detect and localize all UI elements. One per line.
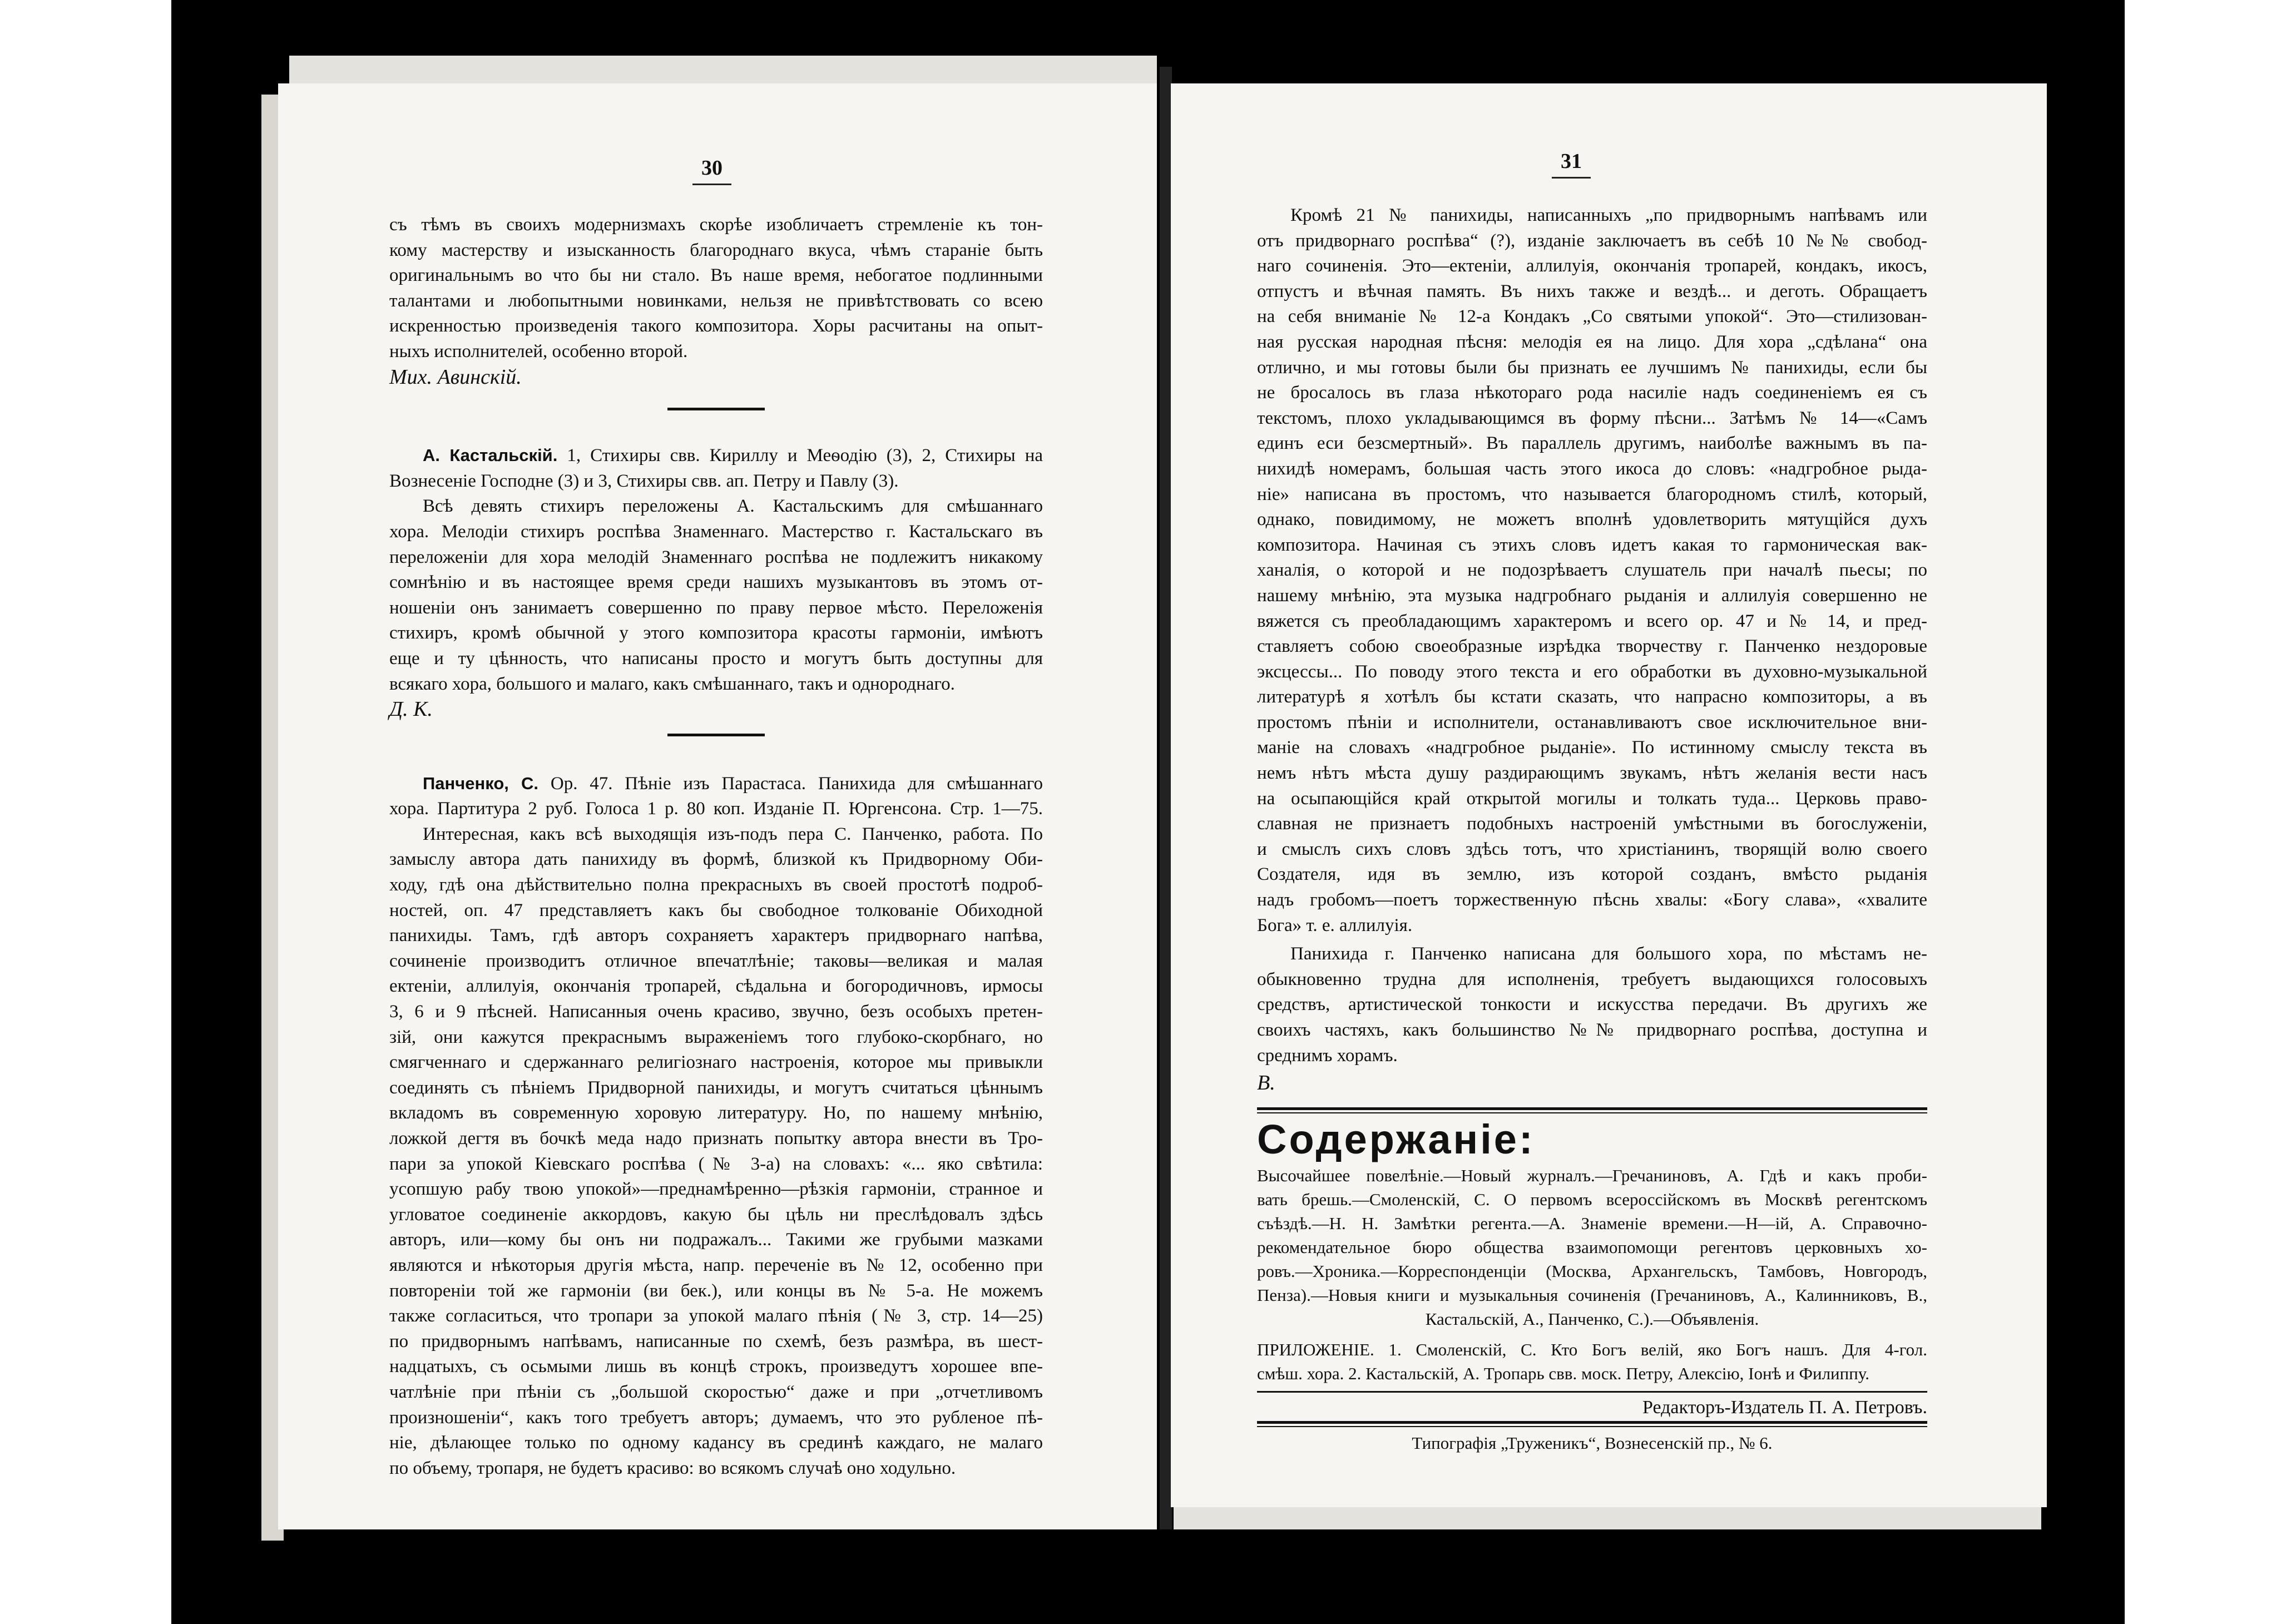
text-line: простомъ пѣніи и исполнители, останавливаютъ свое исключительное вни- (1257, 712, 1927, 732)
text-line: авторъ, или—кому бы онъ ни подражалъ... Такими же грубыми мазками (389, 1230, 1043, 1250)
text-line: хора. Мелодіи стихиръ роспѣва Знаменнаго. Мастерство г. Кастальскаго въ (389, 521, 1043, 542)
text-line: еще и ту цѣнность, что написаны просто и могутъ быть доступны для (389, 648, 1043, 669)
text-line: ходу, гдѣ она дѣйствительно полна прекрасныхъ въ своей простотѣ подроб- (389, 875, 1043, 895)
printer-line: Типографія „Труженикъ“, Вознесенскій пр., № 6. (1412, 1433, 1773, 1453)
text-line: на осыпающійся край открытой могилы и толкать туда... Церковь право- (1257, 788, 1927, 809)
text-line: среднимъ хорамъ. (1257, 1045, 1398, 1066)
review-heading-line: А. Кастальскій. 1, Стихиры свв. Кириллу и Меѳодію (3), 2, Стихиры на (423, 445, 1043, 466)
text-line: обыкновенно трудна для исполненія, требуетъ выдающихся голосовыхъ (1257, 969, 1927, 989)
text-line: усопшую рабу твою упокой»—преднамѣренно—рѣзкія гармоніи, странное и (389, 1179, 1043, 1200)
text-line: сочиненіе производитъ отличное впечатлѣніе; таковы—великая и малая (389, 950, 1043, 971)
text-line: ностей, оп. 47 представляетъ какъ бы свободное толкованіе Обиходной (389, 900, 1043, 920)
text-line: вкладомъ въ современную хоровую литературу. Но, по нашему мнѣнію, (389, 1103, 1043, 1123)
contents-line: Кастальскій, А., Панченко, С.).—Объявленія. (1425, 1309, 1759, 1329)
appendix-line: смѣш. хора. 2. Кастальскій, А. Тропарь свв. моск. Петру, Алексію, Іонѣ и Филиппу. (1257, 1363, 1869, 1383)
text-line: стихиръ, кромѣ обычной у этого композитора красоты гармоніи, имѣютъ (389, 623, 1043, 643)
text-line: Создателя, идя въ землю, изъ которой созданъ, вмѣсто рыданія (1257, 864, 1927, 885)
text-line: ная русская народная пѣсня: мелодія ея на лицо. Для хора „сдѣлана“ она (1257, 331, 1927, 352)
text-line: надцатыхъ, съ осьмыми лишь въ концѣ строкъ, произведутъ хорошее впе- (389, 1356, 1043, 1377)
text-line: единъ еси безсмертный». Въ параллель другимъ, наиболѣе важнымъ въ па- (1257, 433, 1927, 454)
editor-publisher: Редакторъ-Издатель П. А. Петровъ. (1642, 1397, 1927, 1418)
text-line: эксцессы... По поводу этого текста и его обработки въ духовно-музыкальной (1257, 661, 1927, 682)
text-line: кому мастерству и изысканность благороднаго вкуса, чѣмъ стараніе быть (389, 240, 1043, 260)
contents-line: вать брешь.—Смоленскій, С. О первомъ всероссійскомъ въ Москвѣ регентскомъ (1257, 1189, 1927, 1209)
text-line: ношеніи онъ занимаетъ совершенно по праву первое мѣсто. Переложенія (389, 597, 1043, 618)
text-line: сомнѣнію и въ настоящее время среди нашихъ музыкантовъ въ этомъ от- (389, 572, 1043, 593)
text-line: Всѣ девять стихиръ переложены А. Кастальскимъ для смѣшаннаго (423, 496, 1043, 517)
text-line: отпустъ и вѣчная память. Въ нихъ также и вездѣ... и деготь. Обращаетъ (1257, 281, 1927, 301)
page-number: 31 (1561, 150, 1582, 173)
text-line: искренностью произведенія такого композитора. Хоры расчитаны на опыт- (389, 316, 1043, 336)
signature: В. (1257, 1071, 1275, 1095)
right-column (1257, 203, 1927, 1456)
text-line: съ тѣмъ въ своихъ модернизмахъ скорѣе изобличаетъ стремленіе къ тон- (389, 215, 1043, 235)
review-heading-line: Панченко, С. Op. 47. Пѣніе изъ Парастаса. Панихида для смѣшаннаго (423, 773, 1043, 794)
appendix (1257, 1338, 1927, 1385)
contents-bottom-rule (1257, 1391, 1927, 1393)
text-line: зій, они кажутся прекраснымъ выраженіемъ того глубоко-скорбнаго, но (389, 1027, 1043, 1047)
signature: Д. К. (389, 697, 433, 721)
text-line: отлично, и мы готовы были бы признать ее лучшимъ № панихиды, если бы (1257, 357, 1927, 378)
contents-line: ровъ.—Хроника.—Корреспонденціи (Москва, Архангельскъ, Тамбовъ, Новгородъ, (1257, 1261, 1927, 1281)
review-heading-line: хора. Партитура 2 руб. Голоса 1 р. 80 коп. Изданіе П. Юргенсона. Стр. 1—75. (389, 799, 1043, 819)
contents-list (1257, 1163, 1927, 1331)
text-line: соединять съ пѣніемъ Придворной панихиды, и могутъ считаться цѣннымъ (389, 1077, 1043, 1098)
text-line: и смыслъ сихъ словъ здѣсь тотъ, что христіанинъ, творящій волю своего (1257, 839, 1927, 859)
text-line: наго сочиненія. Это—ектеніи, аллилуія, окончанія тропарей, кондакъ, икосъ, (1257, 256, 1927, 276)
text-line: ніе, дѣлающее только по одному кадансу въ срединѣ каждаго, не малаго (389, 1433, 1043, 1453)
text-line: ныхъ исполнителей, особенно второй. (389, 341, 688, 362)
text-line: средствъ, артистической тонкости и искусства передачи. Въ другихъ же (1257, 994, 1927, 1015)
page-number-underline (1552, 177, 1591, 179)
book-gutter (1160, 67, 1172, 1529)
text-line: Панихида г. Панченко написана для большого хора, по мѣстамъ не- (1290, 944, 1927, 964)
text-line: пари за упокой Кіевскаго роспѣва (№ 3-а) на словахъ: «... яко свѣтила: (389, 1153, 1043, 1174)
text-line: 3, 6 и 9 пѣсней. Написанныя очень красиво, звучно, безъ особыхъ претен- (389, 1002, 1043, 1022)
divider (667, 408, 765, 410)
text-line: переложеніи для хора мелодій Знаменнаго роспѣва не подлежитъ никакому (389, 547, 1043, 567)
text-line: повтореніи той же гармоніи (ви бек.), или концы въ № 5-а. Не можемъ (389, 1280, 1043, 1301)
text-line: маніе на словахъ «надгробное рыданіе». По истинному смыслу текста въ (1257, 737, 1927, 758)
divider (667, 734, 765, 736)
text-line: по придворнымъ напѣвамъ, написанные по схемѣ, безъ размѣра, въ шест- (389, 1331, 1043, 1351)
paragraph-2 (1257, 942, 1927, 1068)
text-line: не бросалось въ глаза нѣкотораго рода насиліе надъ соединеніемъ ея съ (1257, 383, 1927, 403)
text-line: всякаго хора, большого и малаго, какъ смѣшаннаго, такъ и однороднаго. (389, 674, 955, 694)
text-line: однако, повидимому, не можетъ вполнѣ удовлетворить мятущійся духъ (1257, 509, 1927, 530)
text-line: ніе» написана въ простомъ, что называется благородномъ стилѣ, который, (1257, 484, 1927, 504)
text-line: ектеніи, аллилуія, окончанія тропарей, сѣдальна и богородичновъ, ирмосы (389, 976, 1043, 997)
text-line: угловатое соединеніе аккордовъ, какую бы цѣль ни преслѣдовалъ здѣсь (389, 1204, 1043, 1225)
contents-top-rule (1257, 1107, 1927, 1113)
text-line: вяжется съ преобладающимъ характеромъ и всего op. 47 и № 14, и пред- (1257, 611, 1927, 631)
page-number: 30 (701, 156, 723, 180)
review-kastalsky (389, 443, 1043, 697)
contents-line: рекомендательное бюро общества взаимопомощи регентовъ церковныхъ хо- (1257, 1237, 1927, 1257)
review-heading-line: Вознесеніе Господне (3) и 3, Стихиры свв. ап. Петру и Павлу (3). (389, 471, 899, 491)
text-line: ханалія, о которой и не подозрѣваетъ слушатель при началѣ пьесы; по (1257, 560, 1927, 581)
text-line: ставляетъ собою своеобразные изрѣдка творчеству г. Панченко нездоровые (1257, 636, 1927, 657)
text-line: смягченнаго и сдержаннаго религіознаго настроенія, которое мы привыкли (389, 1052, 1043, 1073)
text-line: своихъ частяхъ, какъ большинство №№ придворнаго роспѣва, доступна и (1257, 1020, 1927, 1040)
left-page-top-edge (289, 56, 1157, 86)
page-number-underline (692, 184, 731, 185)
text-line: оригинальнымъ во что бы ни стало. Въ наше время, небогатое подлинными (389, 265, 1043, 286)
review-author: Панченко, С. (423, 773, 539, 793)
text-line: текстомъ, плохо укладывающимся въ форму пѣсни... Затѣмъ № 14—«Самъ (1257, 408, 1927, 428)
contents-line: Пенза).—Новыя книги и музыкальныя сочиненія (Гречаниновъ, А., Калинниковъ, В., (1257, 1285, 1927, 1305)
signature: Мих. Авинскій. (389, 365, 522, 389)
text-line: ложкой дегтя въ бочкѣ меда надо признать попытку автора внести въ Тро- (389, 1128, 1043, 1148)
text-line: панихиды. Тамъ, гдѣ авторъ сохраняетъ характеръ придворнаго напѣва, (389, 925, 1043, 946)
text-line: являются и нѣкоторыя другія мѣста, напр. переченіе въ № 12, особенно при (389, 1255, 1043, 1275)
text-line: отъ придворнаго роспѣва“ (?), изданіе заключаетъ въ себѣ 10 №№ свобод- (1257, 230, 1927, 251)
paragraph-1 (1257, 203, 1927, 938)
text-line: по объему, тропаря, не будетъ красиво: во всякомъ случаѣ оно ходульно. (389, 1458, 956, 1478)
review-panchenko (389, 771, 1043, 1482)
text-line: Кромѣ 21 № панихиды, написанныхъ „по придворнымъ напѣвамъ или (1290, 205, 1927, 225)
text-line: немъ нѣтъ мѣста душу раздирающимъ звукамъ, нѣтъ желанія вести насъ (1257, 763, 1927, 784)
text-line: композитора. Начиная съ этихъ словъ идетъ какая то гармоническая вак- (1257, 534, 1927, 555)
text-line: на себя вниманіе № 12-а Кондакъ „Со святыми упокой“. Это—стилизован- (1257, 306, 1927, 327)
left-column (389, 212, 1043, 1481)
text-line: нихидѣ номерамъ, большая часть этого икоса до словъ: «надгробное рыда- (1257, 458, 1927, 479)
left-page (278, 83, 1157, 1529)
text-line: славная не признаетъ подобныхъ настроеній умѣстными въ богослуженіи, (1257, 814, 1927, 834)
text-line: талантами и любопытными новинками, нельзя не привѣтствовать со всею (389, 290, 1043, 311)
contents-title: Содержаніе: (1257, 1116, 1535, 1162)
text-line: чатлѣніе при пѣніи съ „большой скоростью“ даже и при „отчетливомъ (389, 1382, 1043, 1402)
right-page (1171, 83, 2047, 1507)
text-line: также согласиться, что тропари за упокой малаго пѣнія (№ 3, стр. 14—25) (389, 1306, 1043, 1326)
text-line: литературѣ я хотѣлъ бы кстати сказать, что напрасно композиторы, а въ (1257, 687, 1927, 707)
text-line: нашему мнѣнію, эта музыка надгробнаго рыданія и аллилуія совершенно не (1257, 585, 1927, 606)
text-line: Бога» т. е. аллилуія. (1257, 915, 1413, 935)
text-line: Интересная, какъ всѣ выходящія изъ-подъ пера С. Панченко, работа. По (423, 824, 1043, 844)
appendix-line: ПРИЛОЖЕНІЕ. 1. Смоленскій, С. Кто Богъ велій, яко Богъ нашъ. Для 4-гол. (1257, 1339, 1927, 1359)
editor-rule (1257, 1421, 1927, 1427)
text-line: произношеніи“, какъ того требуетъ авторъ; думаемъ, что это рубленое пѣ- (389, 1407, 1043, 1428)
contents-line: Высочайшее повелѣніе.—Новый журналъ.—Гречаниновъ, А. Гдѣ и какъ проби- (1257, 1165, 1927, 1185)
text-line: надъ гробомъ—поетъ торжественную пѣснь хвалы: «Богу слава», «хвалите (1257, 890, 1927, 910)
contents-line: съѣздѣ.—Н. Н. Замѣтки регента.—А. Знаменіе времени.—Н—ій, А. Справочно- (1257, 1213, 1927, 1233)
review-author: А. Кастальскій. (423, 445, 558, 466)
paragraph-1 (389, 212, 1043, 365)
text-line: замыслу автора дать панихиду въ формѣ, близкой къ Придворному Оби- (389, 849, 1043, 870)
